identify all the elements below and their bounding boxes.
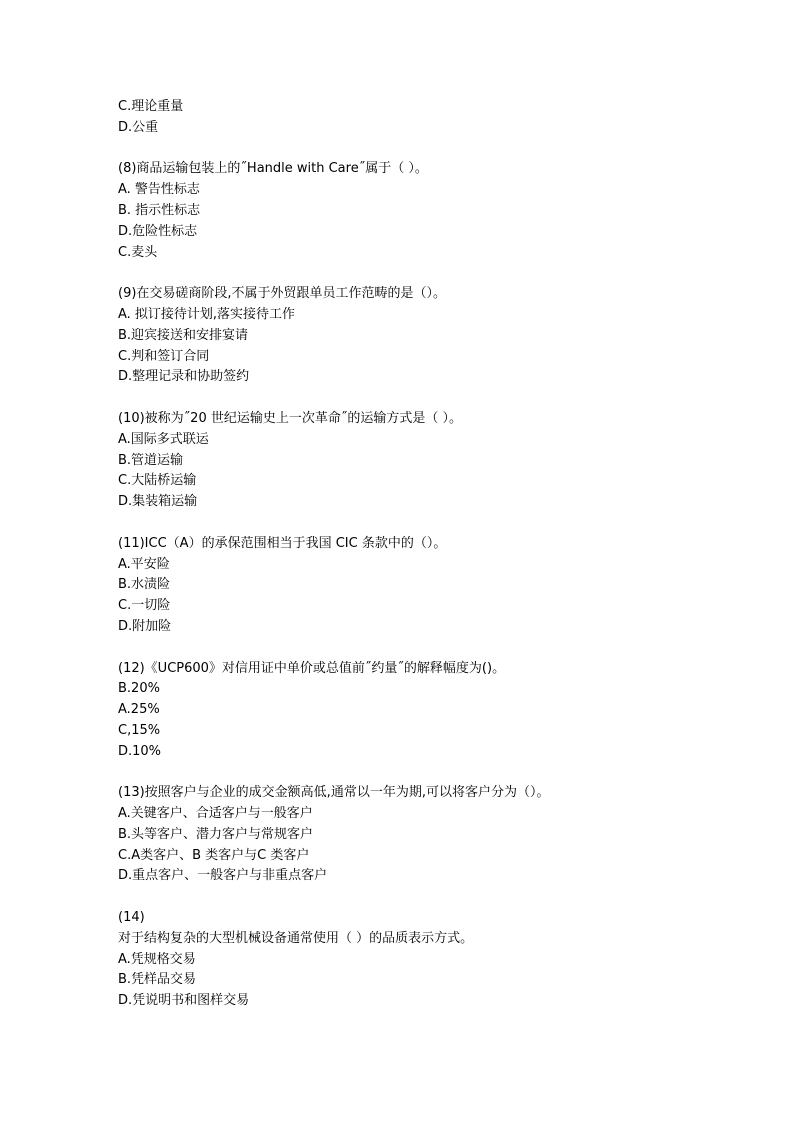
spacer	[118, 763, 738, 784]
option: A.关键客户、合适客户与一般客户	[118, 806, 313, 822]
question-8	[118, 159, 738, 263]
question-title: (9)在交易磋商阶段,不属于外贸跟单员工作范畴的是（）。	[118, 286, 447, 302]
spacer	[118, 513, 738, 534]
option: B. 指示性标志	[118, 202, 201, 218]
spacer	[118, 638, 738, 659]
question-14	[118, 908, 738, 1012]
option: B.水渍险	[118, 577, 171, 593]
option: D.危险性标志	[118, 223, 198, 239]
option: D.附加险	[118, 618, 172, 634]
question-12	[118, 659, 738, 763]
option: B.管道运输	[118, 452, 184, 468]
question-title: (12)《UCP600》对信用证中单价或总值前˝约量˝的解释幅度为()。	[118, 660, 506, 676]
prev-option-d: D.公重	[118, 119, 159, 135]
question-13	[118, 783, 738, 887]
option: A.凭规格交易	[118, 951, 196, 967]
option: C.大陆桥运输	[118, 473, 197, 489]
option: D.10%	[118, 743, 162, 759]
question-number: (14)	[118, 910, 145, 926]
question-9	[118, 284, 738, 388]
option: D.凭说明书和图样交易	[118, 993, 250, 1009]
option: B.20%	[118, 681, 160, 697]
spacer	[118, 263, 738, 284]
question-10	[118, 409, 738, 513]
question-title: (10)被称为˝20 世纪运输史上一次革命˝的运输方式是（ ）。	[118, 410, 462, 426]
document-content	[118, 97, 738, 1012]
question-title: (11)ICC（A）的承保范围相当于我国 CIC 条款中的（）。	[118, 535, 447, 551]
option: B.迎宾接送和安排宴请	[118, 327, 249, 343]
question-title: (8)商品运输包装上的˝Handle with Care˝属于（ ）。	[118, 161, 428, 177]
option: B.凭样品交易	[118, 972, 197, 988]
option: A.平安险	[118, 556, 170, 572]
prev-option-c: C.理论重量	[118, 99, 184, 114]
option: D.整理记录和协助签约	[118, 369, 250, 385]
option: C.麦头	[118, 244, 158, 260]
spacer	[118, 139, 738, 160]
option: D.重点客户、一般客户与非重点客户	[118, 868, 328, 884]
spacer	[118, 887, 738, 908]
question-title: (13)按照客户与企业的成交金额高低,通常以一年为期,可以将客户分为（）。	[118, 785, 550, 801]
option: A. 警告性标志	[118, 182, 200, 198]
spacer	[118, 388, 738, 409]
option: A.国际多式联运	[118, 431, 209, 447]
option: C.判和签订合同	[118, 348, 210, 364]
question-title: 对于结构复杂的大型机械设备通常使用（ ）的品质表示方式。	[118, 930, 474, 946]
option: B.头等客户、潜力客户与常规客户	[118, 826, 314, 842]
option: C.一切险	[118, 598, 171, 614]
option: C.A类客户、B 类客户与C 类客户	[118, 847, 310, 863]
option: A. 拟订接待计划,落实接待工作	[118, 306, 296, 322]
option: C,15%	[118, 722, 161, 738]
option: A.25%	[118, 702, 160, 718]
question-11	[118, 534, 738, 638]
option: D.集装箱运输	[118, 494, 198, 510]
